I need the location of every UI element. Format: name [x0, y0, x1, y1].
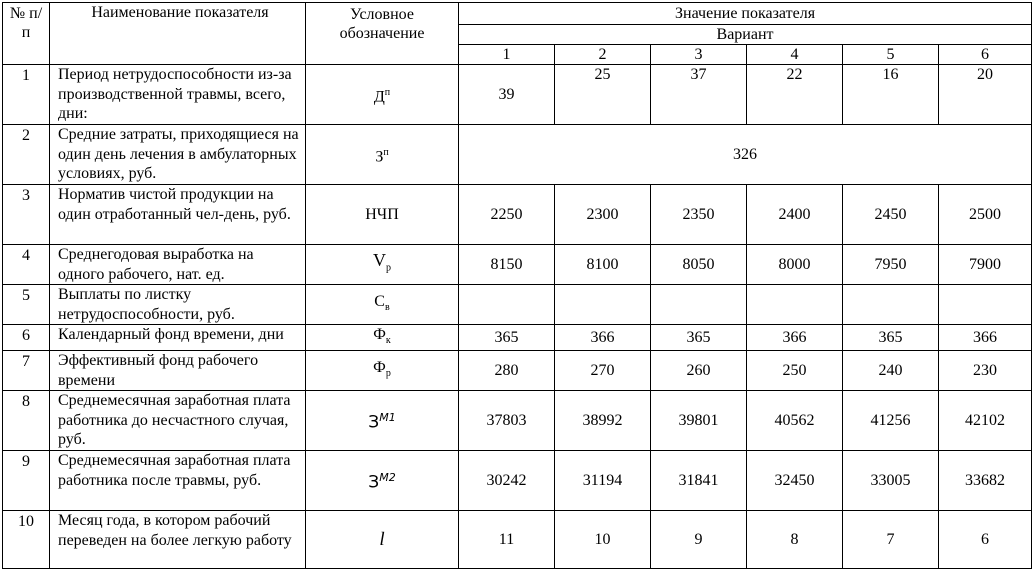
- symbol-base: Ф: [373, 359, 386, 377]
- row-num: 7: [3, 351, 50, 391]
- value-cell: 10: [555, 511, 651, 569]
- value-cell: 31194: [555, 451, 651, 511]
- symbol-sup: п: [383, 146, 389, 158]
- indicators-table: [2, 2, 1032, 569]
- value-cell: 42102: [939, 391, 1032, 451]
- row-symbol: [306, 451, 459, 511]
- value-cell: 6: [939, 511, 1032, 569]
- table-row: [3, 65, 1032, 125]
- value-cell: 366: [555, 325, 651, 351]
- value-cell: 33005: [843, 451, 939, 511]
- header-num-text: № п/п: [9, 5, 43, 41]
- value-cell: 11: [459, 511, 555, 569]
- header-num: [3, 3, 50, 65]
- symbol-sup: М1: [379, 411, 396, 425]
- row-name: Эффективный фонд рабочего времени: [50, 351, 306, 391]
- row-num: 9: [3, 451, 50, 511]
- value-cell: 260: [651, 351, 747, 391]
- value-cell: [459, 285, 555, 325]
- value-cell: 38992: [555, 391, 651, 451]
- value-cell: 8000: [747, 245, 843, 285]
- value-cell: 250: [747, 351, 843, 391]
- row-name: Среднемесячная заработная плата работника после травмы, руб.: [50, 451, 306, 511]
- value-cell: 366: [747, 325, 843, 351]
- table-row: [3, 185, 1032, 245]
- value-cell: [843, 285, 939, 325]
- variant-1: 1: [459, 45, 555, 65]
- symbol-base: Д: [373, 88, 385, 106]
- row-name: Выплаты по листку нетрудоспособности, руб.: [50, 285, 306, 325]
- symbol-base: З: [368, 473, 380, 494]
- variant-4: 4: [747, 45, 843, 65]
- value-cell: 2400: [747, 185, 843, 245]
- row-symbol: [306, 65, 459, 125]
- value-cell: [651, 285, 747, 325]
- value-cell: 41256: [843, 391, 939, 451]
- table-row: [3, 511, 1032, 569]
- value-cell: 270: [555, 351, 651, 391]
- symbol-sub: р: [385, 368, 391, 380]
- header-row-1: [3, 3, 1032, 25]
- value-cell: 2500: [939, 185, 1032, 245]
- value-cell: 37803: [459, 391, 555, 451]
- symbol-sup: М2: [379, 471, 396, 485]
- row-symbol: [306, 511, 459, 569]
- value-cell: 20: [939, 65, 1032, 125]
- value-cell: 39801: [651, 391, 747, 451]
- variant-6: 6: [939, 45, 1032, 65]
- value-cell: 366: [939, 325, 1032, 351]
- table-row: [3, 351, 1032, 391]
- header-symbol: [306, 3, 459, 65]
- header-variant-text: Вариант: [716, 26, 774, 43]
- value-cell: 33682: [939, 451, 1032, 511]
- value-cell: 32450: [747, 451, 843, 511]
- value-cell: 365: [651, 325, 747, 351]
- table-row: [3, 125, 1032, 185]
- value-cell: 8050: [651, 245, 747, 285]
- symbol-sub: к: [385, 335, 391, 347]
- value-cell: [939, 285, 1032, 325]
- symbol-sup: п: [384, 86, 391, 98]
- value-cell: 16: [843, 65, 939, 125]
- value-cell: 7: [843, 511, 939, 569]
- value-cell: 22: [747, 65, 843, 125]
- row-name: Средние затраты, приходящиеся на один день лечения в амбулаторных условиях, руб.: [50, 125, 306, 185]
- row-name: Месяц года, в котором рабочий переведен на более легкую работу: [50, 511, 306, 569]
- value-cell: 230: [939, 351, 1032, 391]
- value-cell: 8100: [555, 245, 651, 285]
- row-num: 1: [3, 65, 50, 125]
- value-cell: 8: [747, 511, 843, 569]
- symbol-base: З: [368, 413, 380, 434]
- value-cell: 7900: [939, 245, 1032, 285]
- row-symbol: [306, 285, 459, 325]
- header-symbol-text: Условное обозначение: [339, 6, 425, 42]
- symbol-sub: р: [386, 262, 391, 274]
- symbol-base: l: [379, 529, 385, 551]
- row-num: 10: [3, 511, 50, 569]
- table-row: [3, 391, 1032, 451]
- merged-value-cell: 326: [459, 125, 1032, 185]
- header-variant: [459, 25, 1032, 45]
- value-cell: 280: [459, 351, 555, 391]
- header-name: [50, 3, 306, 65]
- row-num: 2: [3, 125, 50, 185]
- row-symbol: [306, 391, 459, 451]
- value-cell: [555, 285, 651, 325]
- row-num: 5: [3, 285, 50, 325]
- row-name: Период нетрудоспособности из-за производственной травмы, всего, дни:: [50, 65, 306, 125]
- value-cell: 2350: [651, 185, 747, 245]
- row-num: 3: [3, 185, 50, 245]
- value-cell: [747, 285, 843, 325]
- value-cell: 2450: [843, 185, 939, 245]
- variant-3: 3: [651, 45, 747, 65]
- value-cell: 39: [459, 65, 555, 125]
- symbol-base: НЧП: [365, 206, 399, 223]
- row-symbol: [306, 185, 459, 245]
- value-cell: 25: [555, 65, 651, 125]
- header-name-text: Наименование показателя: [91, 4, 269, 21]
- table-row: [3, 245, 1032, 285]
- row-name: Норматив чистой продукции на один отработанный чел-день, руб.: [50, 185, 306, 245]
- row-num: 8: [3, 391, 50, 451]
- row-symbol: [306, 125, 459, 185]
- symbol-base: Ф: [373, 326, 386, 343]
- value-cell: 2300: [555, 185, 651, 245]
- table-row: [3, 285, 1032, 325]
- symbol-base: З: [375, 148, 384, 166]
- value-cell: 2250: [459, 185, 555, 245]
- value-cell: 365: [459, 325, 555, 351]
- symbol-sub: в: [384, 302, 390, 314]
- row-name: Среднегодовая выработка на одного рабочего, нат. ед.: [50, 245, 306, 285]
- value-cell: 40562: [747, 391, 843, 451]
- row-name: Календарный фонд времени, дни: [50, 325, 306, 351]
- row-name: Среднемесячная заработная плата работника до несчастного случая, руб.: [50, 391, 306, 451]
- value-cell: 30242: [459, 451, 555, 511]
- variant-2: 2: [555, 45, 651, 65]
- symbol-base: С: [374, 292, 385, 310]
- row-symbol: [306, 325, 459, 351]
- table-row: [3, 451, 1032, 511]
- variant-5: 5: [843, 45, 939, 65]
- value-cell: 7950: [843, 245, 939, 285]
- value-cell: 240: [843, 351, 939, 391]
- symbol-base: V: [373, 250, 386, 271]
- row-num: 4: [3, 245, 50, 285]
- value-cell: 365: [843, 325, 939, 351]
- value-cell: 9: [651, 511, 747, 569]
- header-value: [459, 3, 1032, 25]
- value-cell: 8150: [459, 245, 555, 285]
- table-row: [3, 325, 1032, 351]
- row-symbol: [306, 351, 459, 391]
- header-value-text: Значение показателя: [675, 5, 816, 22]
- row-symbol: [306, 245, 459, 285]
- value-cell: 31841: [651, 451, 747, 511]
- row-num: 6: [3, 325, 50, 351]
- value-cell: 37: [651, 65, 747, 125]
